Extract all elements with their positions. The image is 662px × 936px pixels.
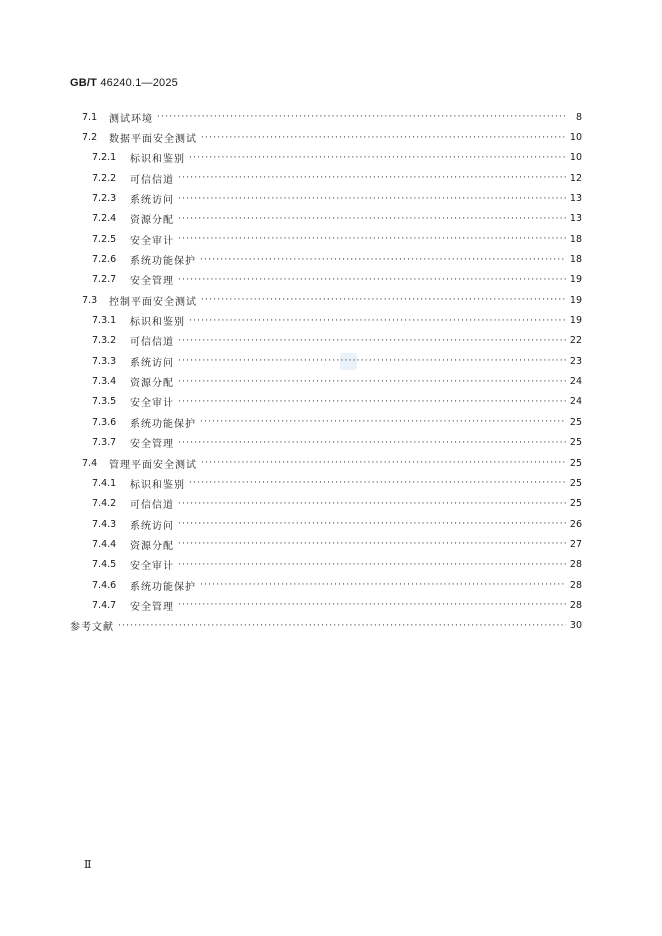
toc-entry-page: 19 xyxy=(569,294,582,306)
standard-number: 46240.1—2025 xyxy=(100,77,178,89)
toc-entry-page: 25 xyxy=(569,416,582,428)
toc-entry-title: 安全管理 xyxy=(130,276,174,288)
toc-entry[interactable] xyxy=(70,127,582,147)
toc-entry-number: 7.4.7 xyxy=(92,599,117,611)
toc-entry-number: 7.2.6 xyxy=(92,254,117,266)
toc-entry[interactable] xyxy=(70,209,582,229)
toc-leader-dots xyxy=(200,417,566,427)
toc-leader-dots xyxy=(178,560,566,570)
toc-leader-dots xyxy=(118,621,566,631)
toc-entry-number: 7.2.7 xyxy=(92,274,117,286)
toc-leader-dots xyxy=(178,275,566,285)
toc-entry-number: 7.4.1 xyxy=(92,477,117,489)
toc-entry-number: 7.3.7 xyxy=(92,437,117,449)
toc-entry-title: 资源分配 xyxy=(130,540,174,552)
toc-entry[interactable] xyxy=(70,148,582,168)
toc-entry[interactable] xyxy=(70,494,582,514)
toc-entry-number: 7.2.5 xyxy=(92,233,117,245)
toc-entry-title: 可信信道 xyxy=(130,174,174,186)
toc-entry-title: 安全审计 xyxy=(130,398,174,410)
toc-entry-number: 7.4.2 xyxy=(92,498,117,510)
toc-entry-title: 系统功能保护 xyxy=(130,418,196,430)
toc-entry-number: 7.3.1 xyxy=(92,315,117,327)
toc-entry-title: 资源分配 xyxy=(130,215,174,227)
toc-entry-title: 系统功能保护 xyxy=(130,256,196,268)
toc-entry-title: 资源分配 xyxy=(130,378,174,390)
toc-entry-title: 标识和鉴别 xyxy=(130,479,185,491)
page-number: Ⅱ xyxy=(84,858,92,871)
toc-entry-number: 7.2.1 xyxy=(92,152,117,164)
table-of-contents xyxy=(70,107,582,636)
toc-leader-dots xyxy=(178,234,566,244)
toc-entry-page: 10 xyxy=(569,152,582,164)
toc-leader-dots xyxy=(178,336,566,346)
toc-entry-page: 25 xyxy=(569,437,582,449)
toc-entry-title: 数据平面安全测试 xyxy=(109,134,197,146)
toc-entry[interactable] xyxy=(70,270,582,290)
toc-leader-dots xyxy=(157,112,566,122)
toc-entry[interactable] xyxy=(70,595,582,615)
toc-leader-dots xyxy=(189,153,566,163)
toc-entry-title: 安全管理 xyxy=(130,601,174,613)
toc-entry-page: 18 xyxy=(569,233,582,245)
toc-entry-page: 25 xyxy=(569,457,582,469)
toc-entry-title: 控制平面安全测试 xyxy=(109,296,197,308)
toc-entry[interactable] xyxy=(70,331,582,351)
toc-entry-page: 28 xyxy=(569,579,582,591)
toc-leader-dots xyxy=(189,478,566,488)
toc-entry[interactable] xyxy=(70,249,582,269)
toc-leader-dots xyxy=(189,316,566,326)
toc-leader-dots xyxy=(178,173,566,183)
toc-entry[interactable] xyxy=(70,310,582,330)
toc-entry-number: 7.2 xyxy=(82,132,98,144)
toc-leader-dots xyxy=(178,377,566,387)
toc-entry-page: 24 xyxy=(569,376,582,388)
toc-entry[interactable] xyxy=(70,229,582,249)
toc-entry[interactable] xyxy=(70,433,582,453)
toc-entry-page: 10 xyxy=(569,132,582,144)
document-header xyxy=(70,77,178,89)
toc-entry[interactable] xyxy=(70,575,582,595)
toc-entry[interactable] xyxy=(70,290,582,310)
toc-entry-number: 7.2.3 xyxy=(92,193,117,205)
toc-entry-page: 18 xyxy=(569,254,582,266)
toc-entry[interactable] xyxy=(70,107,582,127)
toc-leader-dots xyxy=(178,499,566,509)
toc-leader-dots xyxy=(200,580,566,590)
toc-entry[interactable] xyxy=(70,371,582,391)
toc-entry[interactable] xyxy=(70,188,582,208)
toc-entry-title: 测试环境 xyxy=(109,113,153,125)
toc-entry-number: 7.3.6 xyxy=(92,416,117,428)
toc-entry-number: 7.2.4 xyxy=(92,213,117,225)
toc-leader-dots xyxy=(201,295,566,305)
toc-entry-number: 7.4.4 xyxy=(92,538,117,550)
toc-entry-page: 19 xyxy=(569,315,582,327)
toc-leader-dots xyxy=(178,438,566,448)
toc-entry-page: 23 xyxy=(569,355,582,367)
toc-entry[interactable] xyxy=(70,412,582,432)
toc-entry-number: 7.4.6 xyxy=(92,579,117,591)
toc-entry-page: 13 xyxy=(569,213,582,225)
toc-entry-title: 系统访问 xyxy=(130,520,174,532)
toc-entry-number: 7.4 xyxy=(82,457,98,469)
toc-entry-number: 7.3.3 xyxy=(92,355,117,367)
toc-entry[interactable] xyxy=(70,168,582,188)
toc-entry-page: 30 xyxy=(569,620,582,632)
toc-entry-title: 系统功能保护 xyxy=(130,581,196,593)
toc-entry-title: 安全审计 xyxy=(130,561,174,573)
toc-entry[interactable] xyxy=(70,555,582,575)
toc-entry-page: 22 xyxy=(569,335,582,347)
toc-entry-page: 28 xyxy=(569,559,582,571)
toc-entry-number: 7.1 xyxy=(82,111,98,123)
toc-leader-dots xyxy=(178,539,566,549)
toc-entry[interactable] xyxy=(70,616,582,636)
toc-entry-number: 7.3.2 xyxy=(92,335,117,347)
toc-entry-page: 8 xyxy=(575,111,582,123)
toc-entry-title: 可信信道 xyxy=(130,500,174,512)
toc-entry-page: 13 xyxy=(569,193,582,205)
toc-entry[interactable] xyxy=(70,514,582,534)
toc-entry-page: 26 xyxy=(569,518,582,530)
toc-entry[interactable] xyxy=(70,351,582,371)
toc-entry-title: 标识和鉴别 xyxy=(130,154,185,166)
toc-entry-title: 标识和鉴别 xyxy=(130,317,185,329)
toc-entry-page: 19 xyxy=(569,274,582,286)
toc-entry-number: 7.4.5 xyxy=(92,559,117,571)
toc-entry[interactable] xyxy=(70,392,582,412)
toc-entry-number: 7.3.4 xyxy=(92,376,117,388)
toc-entry-title: 系统访问 xyxy=(130,357,174,369)
toc-entry-page: 24 xyxy=(569,396,582,408)
toc-leader-dots xyxy=(201,133,566,143)
toc-entry-title: 参考文献 xyxy=(70,622,114,634)
toc-entry-number: 7.3.5 xyxy=(92,396,117,408)
toc-entry-number: 7.2.2 xyxy=(92,172,117,184)
toc-leader-dots xyxy=(178,214,566,224)
toc-entry-page: 12 xyxy=(569,172,582,184)
toc-leader-dots xyxy=(178,397,566,407)
toc-entry-title: 安全管理 xyxy=(130,439,174,451)
toc-entry-title: 管理平面安全测试 xyxy=(109,459,197,471)
toc-entry-page: 28 xyxy=(569,599,582,611)
toc-leader-dots xyxy=(178,519,566,529)
toc-leader-dots xyxy=(178,194,566,204)
toc-entry-number: 7.4.3 xyxy=(92,518,117,530)
toc-entry[interactable] xyxy=(70,473,582,493)
toc-leader-dots xyxy=(201,458,566,468)
toc-entry[interactable] xyxy=(70,534,582,554)
toc-entry-page: 27 xyxy=(569,538,582,550)
standard-code: GB/T xyxy=(70,77,98,89)
toc-entry-title: 可信信道 xyxy=(130,337,174,349)
toc-leader-dots xyxy=(178,600,566,610)
toc-entry-title: 系统访问 xyxy=(130,195,174,207)
toc-entry[interactable] xyxy=(70,453,582,473)
toc-entry-page: 25 xyxy=(569,498,582,510)
toc-leader-dots xyxy=(178,356,566,366)
toc-entry-title: 安全审计 xyxy=(130,235,174,247)
toc-leader-dots xyxy=(200,255,566,265)
toc-entry-number: 7.3 xyxy=(82,294,98,306)
toc-entry-page: 25 xyxy=(569,477,582,489)
